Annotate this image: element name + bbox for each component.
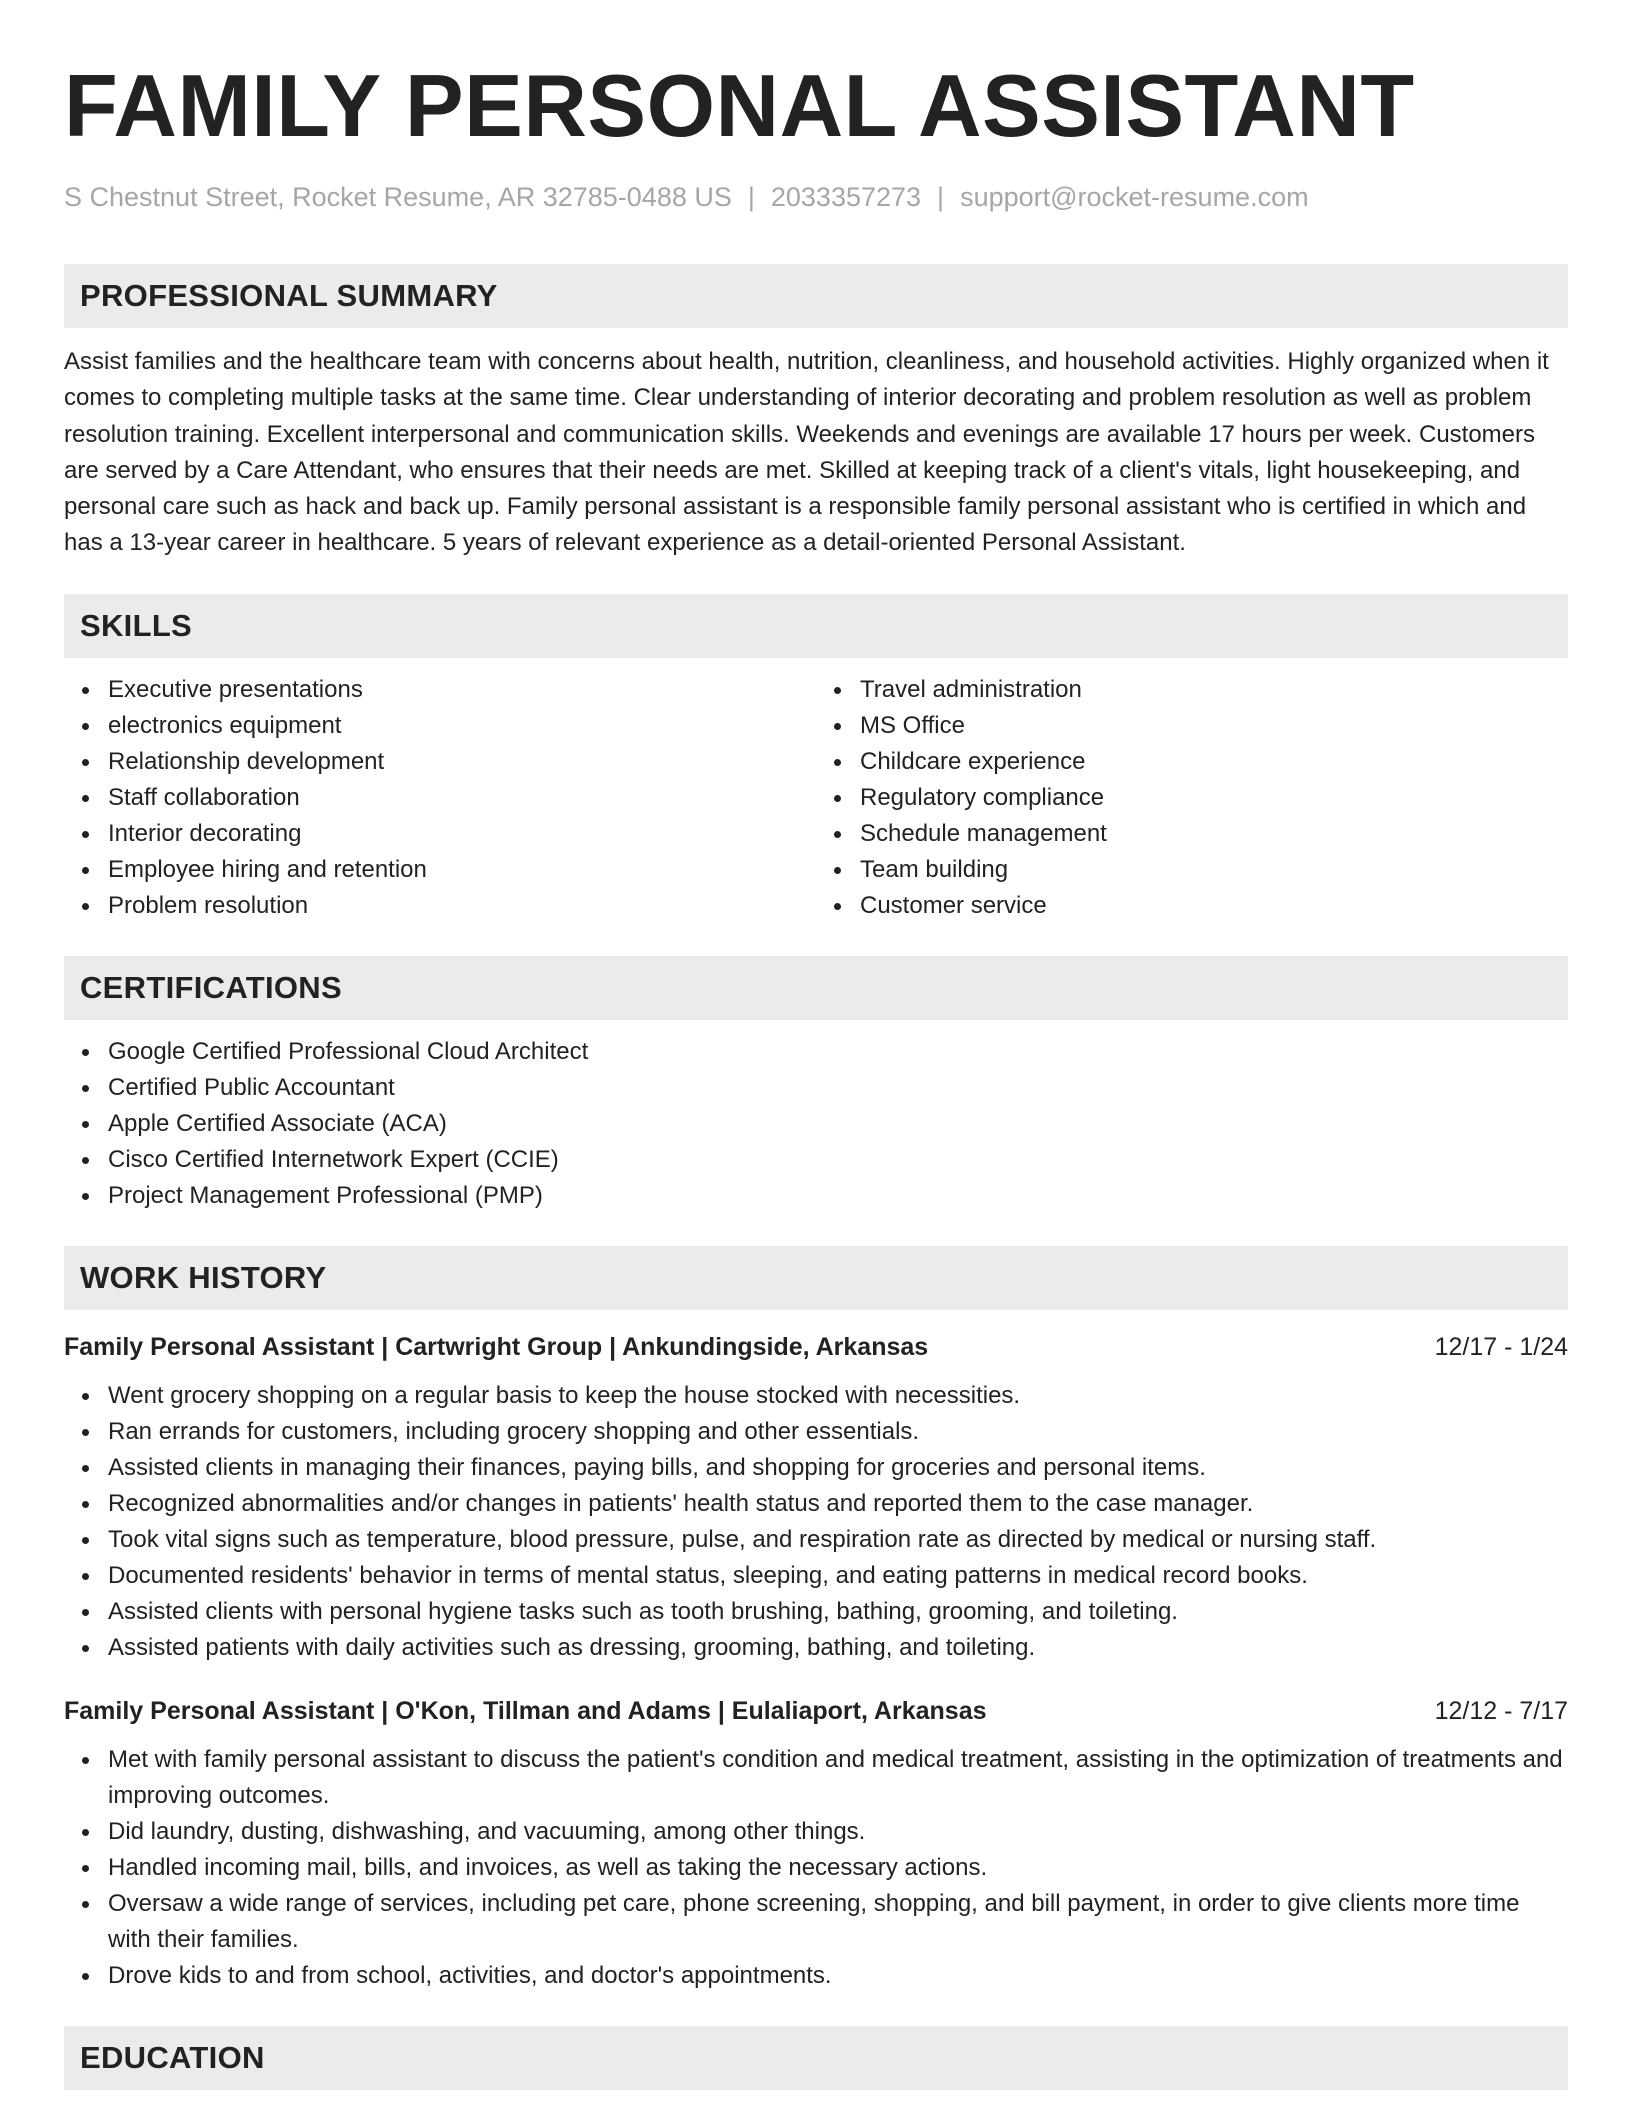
contact-line bbox=[64, 180, 1568, 214]
contact-separator: | bbox=[937, 182, 945, 212]
summary-section-header bbox=[64, 264, 1568, 328]
skill-item: Team building bbox=[860, 852, 1568, 888]
job-duty-item: Handled incoming mail, bills, and invoices, as well as taking the necessary actions. bbox=[108, 1850, 1568, 1886]
skill-item: Childcare experience bbox=[860, 744, 1568, 780]
certifications-section-header bbox=[64, 956, 1568, 1020]
skill-item: Regulatory compliance bbox=[860, 780, 1568, 816]
email-text: support@rocket-resume.com bbox=[960, 182, 1309, 212]
skill-item: Employee hiring and retention bbox=[108, 852, 816, 888]
skills-heading: SKILLS bbox=[80, 607, 193, 643]
job-duty-item: Assisted patients with daily activities such as dressing, grooming, bathing, and toileting. bbox=[108, 1630, 1568, 1666]
job-header bbox=[64, 1694, 1568, 1728]
job-duty-item: Drove kids to and from school, activities, and doctor's appointments. bbox=[108, 1958, 1568, 1994]
candidate-name: FAMILY PERSONAL ASSISTANT bbox=[64, 56, 1415, 155]
skill-item: Relationship development bbox=[108, 744, 816, 780]
certification-item: Cisco Certified Internetwork Expert (CCIE) bbox=[108, 1142, 1568, 1178]
certifications-list bbox=[64, 1034, 1568, 1214]
job-dates: 12/12 - 7/17 bbox=[1434, 1696, 1568, 1725]
job-duty-item: Ran errands for customers, including grocery shopping and other essentials. bbox=[108, 1414, 1568, 1450]
certification-item: Project Management Professional (PMP) bbox=[108, 1178, 1568, 1214]
work-history-heading: WORK HISTORY bbox=[80, 1259, 327, 1295]
skill-item: electronics equipment bbox=[108, 708, 816, 744]
contact-separator: | bbox=[747, 182, 755, 212]
skill-item: Schedule management bbox=[860, 816, 1568, 852]
job-duty-item: Took vital signs such as temperature, blood pressure, pulse, and respiration rate as directed by medical or nursing staff. bbox=[108, 1522, 1568, 1558]
job-dates: 12/17 - 1/24 bbox=[1434, 1332, 1568, 1361]
summary-heading: PROFESSIONAL SUMMARY bbox=[80, 278, 498, 313]
job-duty-item: Met with family personal assistant to discuss the patient's condition and medical treatment, assisting in the optimization of treatments and improving outcomes. bbox=[108, 1742, 1568, 1814]
job-duties-list bbox=[64, 1742, 1568, 1994]
skill-item: Customer service bbox=[860, 888, 1568, 924]
job-title: Family Personal Assistant | Cartwright Group | Ankundingside, Arkansas bbox=[64, 1332, 929, 1361]
phone-text: 2033357273 bbox=[770, 182, 922, 212]
skills-list-left bbox=[64, 672, 816, 924]
job-duty-item: Did laundry, dusting, dishwashing, and vacuuming, among other things. bbox=[108, 1814, 1568, 1850]
skill-item: MS Office bbox=[860, 708, 1568, 744]
certification-item: Certified Public Accountant bbox=[108, 1070, 1568, 1106]
job-duty-item: Assisted clients in managing their finances, paying bills, and shopping for groceries and personal items. bbox=[108, 1450, 1568, 1486]
skill-item: Interior decorating bbox=[108, 816, 816, 852]
skill-item: Travel administration bbox=[860, 672, 1568, 708]
education-heading: EDUCATION bbox=[80, 2039, 265, 2075]
skills-list-right bbox=[816, 672, 1568, 924]
address-text: S Chestnut Street, Rocket Resume, AR 32785-0488 US bbox=[64, 182, 732, 212]
skill-item: Problem resolution bbox=[108, 888, 816, 924]
summary-text: Assist families and the healthcare team with concerns about health, nutrition, cleanliness, and household activities. Highly organized when it comes to completing multiple tasks at the same time. Clear understanding of interior decorating and problem resolution as well as problem resolution training. Excellent interpersonal and communication skills. Weekends and evenings are available 17 hours per week. Customers are served by a Care Attendant, who ensures that their needs are met. Skilled at keeping track of a client's vitals, light housekeeping, and personal care such as hack and back up. Family personal assistant is a responsible family personal assistant who is certified in which and has a 13-year career in healthcare. 5 years of relevant experience as a detail-oriented Personal Assistant. bbox=[64, 348, 1549, 557]
job-duty-item: Documented residents' behavior in terms of mental status, sleeping, and eating patterns in medical record books. bbox=[108, 1558, 1568, 1594]
certifications-heading: CERTIFICATIONS bbox=[80, 969, 342, 1005]
certification-item: Apple Certified Associate (ACA) bbox=[108, 1106, 1568, 1142]
skill-item: Executive presentations bbox=[108, 672, 816, 708]
job-header bbox=[64, 1330, 1568, 1364]
skill-item: Staff collaboration bbox=[108, 780, 816, 816]
work-history-section-header bbox=[64, 1246, 1568, 1310]
job-duty-item: Oversaw a wide range of services, including pet care, phone screening, shopping, and bill payment, in order to give clients more time with their families. bbox=[108, 1886, 1568, 1958]
education-section-header bbox=[64, 2026, 1568, 2090]
skills-grid bbox=[64, 658, 1568, 924]
certification-item: Google Certified Professional Cloud Architect bbox=[108, 1034, 1568, 1070]
job-duty-item: Recognized abnormalities and/or changes in patients' health status and reported them to the case manager. bbox=[108, 1486, 1568, 1522]
job-duties-list bbox=[64, 1378, 1568, 1666]
skills-section-header bbox=[64, 594, 1568, 658]
job-duty-item: Assisted clients with personal hygiene tasks such as tooth brushing, bathing, grooming, and toileting. bbox=[108, 1594, 1568, 1630]
job-duty-item: Went grocery shopping on a regular basis to keep the house stocked with necessities. bbox=[108, 1378, 1568, 1414]
job-title: Family Personal Assistant | O'Kon, Tillman and Adams | Eulaliaport, Arkansas bbox=[64, 1696, 987, 1725]
